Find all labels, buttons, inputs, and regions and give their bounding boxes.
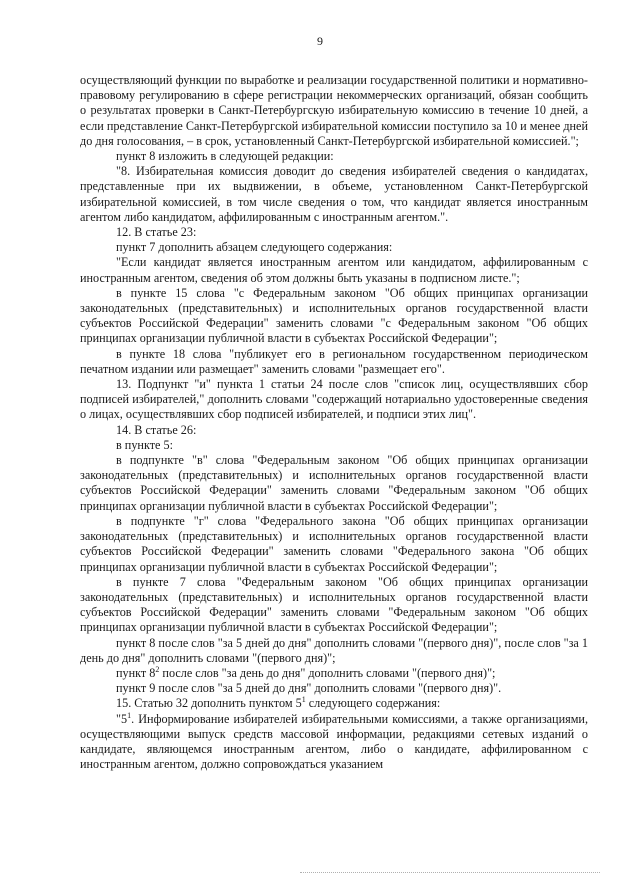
paragraph: пункт 9 после слов "за 5 дней до дня" дополнить словами "(первого дня)". [116,681,502,696]
paragraph: в пункте 7 слова "Федеральным законом "Об общих принципах организации законодательных (представительных) и исполнительных органов государственной власти субъектов Российской Федерации" заменить словами "Федеральным законом "Об общих принципах организации публичной власти в субъектах Российской Федерации"; [80,574,588,635]
paragraph: "Если кандидат является иностранным агентом или кандидатом, аффилированным с иностранным агентом, сведения об этом должны быть указаны в подписном листе."; [80,255,588,285]
paragraph: в пункте 15 слова "с Федеральным законом "Об общих принципах организации законодательных (представительных) и исполнительных органов государственной власти субъектов Российской Федерации" заменить словами "с Федеральным законом "Об общих принципах организации публичной власти в субъектах Российской Федерации"; [80,285,588,346]
paragraph: 13. Подпункт "и" пункта 1 статьи 24 после слов "список лиц, осуществлявших сбор подписей избирателей," дополнить словами "содержащий нотариально удостоверенные сведения о лицах, осуществлявших сбор подписей избирателей, и подписи этих лиц". [80,377,588,422]
paragraph-rest: . Информирование избирателей избирательными комиссиями, а также организациями, осуществляющими выпуск средств массовой информации, редакциями сетевых изданий о кандидате, являющемся иностранным агентом, либо о кандидате, аффилированном с иностранным агентом, должно сопровождаться указанием [80,711,588,772]
paragraph-rest: после слов "за день до дня" дополнить словами "(первого дня)"; [159,665,496,680]
scan-edge-line [300,872,600,873]
superscript: 1 [301,695,306,705]
document-body [80,73,588,772]
paragraph: пункт 7 дополнить абзацем следующего содержания: [116,240,393,255]
superscript: 2 [155,664,160,674]
paragraph: пункт 8 после слов "за 5 дней до дня" дополнить словами "(первого дня)", после слов "за 1 день до дня" дополнить словами "(первого дня)"; [80,635,588,665]
superscript: 1 [127,710,132,720]
paragraph: в пункте 18 слова "публикует его в региональном государственном периодическом печатном издании или размещает" заменить словами "размещает его". [80,346,588,376]
paragraph: в пункте 5: [116,437,173,452]
paragraph-rest: следующего содержания: [305,696,441,711]
paragraph: в подпункте "г" слова "Федерального закона "Об общих принципах организации законодательных (представительных) и исполнительных органов государственной власти субъектов Российской Федерации" заменить словами "Федерального закона "Об общих принципах организации публичной власти в субъектах Российской Федерации"; [80,513,588,574]
paragraph [80,696,588,711]
page-number: 9 [317,34,323,48]
paragraph: "8. Избирательная комиссия доводит до сведения избирателей сведения о кандидатах, представленные при их выдвижении, в объеме, установленном Санкт-Петербургской избирательной комиссией, в том числе сведения о том, что кандидат является иностранным агентом либо кандидатом, аффилированным с иностранным агентом.". [80,164,588,224]
paragraph: в подпункте "в" слова "Федеральным законом "Об общих принципах организации законодательных (представительных) и исполнительных органов государственной власти субъектов Российской Федерации" заменить словами "Федеральным законом "Об общих принципах организации публичной власти в субъектах Российской Федерации"; [80,453,588,513]
paragraph-lead: пункт 8 [116,665,156,680]
section-heading: 12. В статье 23: [116,225,197,240]
paragraph [80,666,588,681]
paragraph: пункт 8 изложить в следующей редакции: [116,149,334,164]
section-heading: 14. В статье 26: [116,422,197,437]
paragraph: осуществляющий функции по выработке и реализации государственной политики и нормативно-правовому регулированию в сфере регистрации некоммерческих организаций, обязан сообщить о результатах проверки в Санкт-Петербургскую избирательную комиссию в течение 10 дней, а если представление Санкт-Петербургской избирательной комиссии поступило за 10 и менее дней до дня голосования, – в срок, установленный Санкт-Петербургской избирательной комиссией."; [80,73,588,148]
paragraph [80,712,588,773]
paragraph-lead: 15. Статью 32 дополнить пунктом 5 [116,696,302,711]
paragraph-lead: "5 [116,711,128,726]
